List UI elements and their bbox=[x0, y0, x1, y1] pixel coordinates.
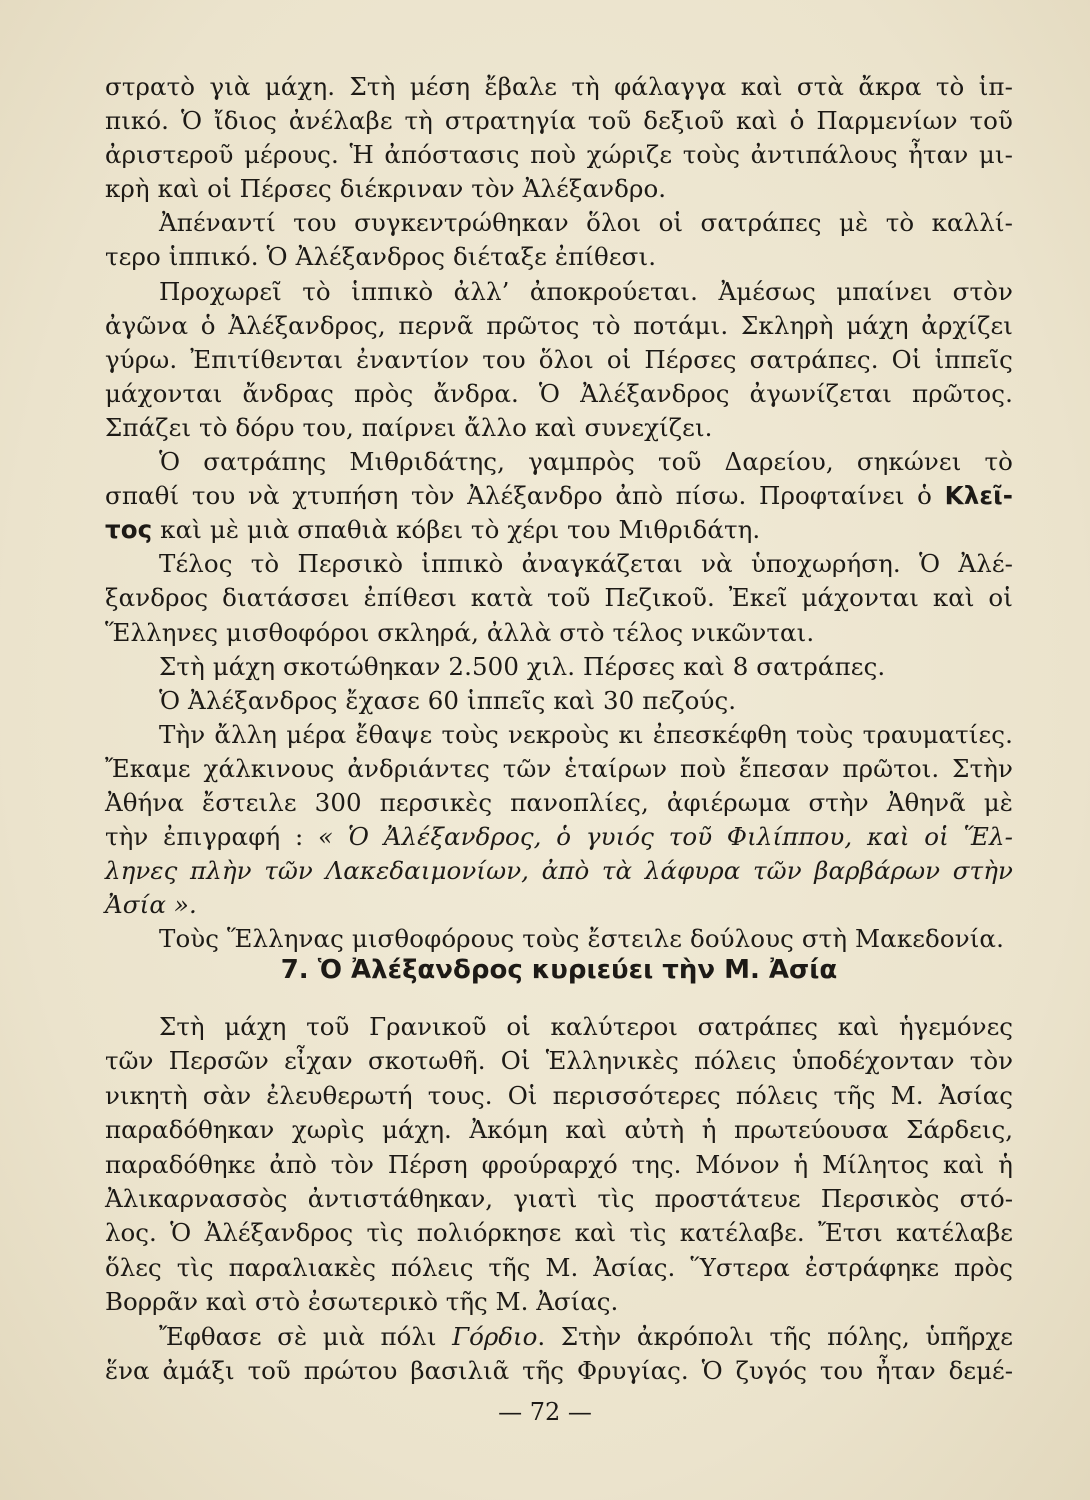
text-line: τερο ἱππικό. Ὁ Ἀλέξανδρος διέταξε ἐπίθεσι. bbox=[105, 242, 657, 272]
text-line: κρὴ καὶ οἱ Πέρσες διέκριναν τὸν Ἀλέξανδρο. bbox=[105, 174, 667, 204]
text-line: Στὴ μάχη τοῦ Γρανικοῦ οἱ καλύτεροι σατράπες καὶ ἡγεμόνες bbox=[159, 1012, 1013, 1041]
section-heading: 7. Ὁ Ἀλέξανδρος κυριεύει τὴν Μ. Ἀσία bbox=[280, 955, 838, 985]
text-line: Βορρᾶν καὶ στὸ ἐσωτερικὸ τῆς Μ. Ἀσίας. bbox=[105, 1287, 619, 1317]
text-line: Ἀπέναντί του συγκεντρώθηκαν ὅλοι οἱ σατράπες μὲ τὸ καλλί- bbox=[159, 208, 1013, 238]
paragraph-8 bbox=[105, 718, 1013, 923]
text-line bbox=[105, 854, 1013, 888]
paragraph-2 bbox=[105, 206, 1013, 274]
text-line: Ἔκαμε χάλκινους ἀνδριάντες τῶν ἑταίρων ποὺ ἔπεσαν πρῶτοι. Στὴν bbox=[105, 753, 1013, 783]
text-line: ἀγῶνα ὁ Ἀλέξανδρος, περνᾶ πρῶτος τὸ ποτάμι. Σκληρὴ μάχη ἀρχίζει bbox=[105, 310, 1013, 340]
text-line bbox=[105, 820, 1013, 854]
text-line: Προχωρεῖ τὸ ἱππικὸ ἀλλ’ ἀποκρούεται. Ἀμέσως μπαίνει στὸν bbox=[159, 276, 1013, 306]
name-klitos: Κλεῖ- bbox=[944, 481, 1014, 511]
text-line bbox=[105, 479, 1013, 513]
paragraph-11 bbox=[105, 1320, 1013, 1389]
text-line: Ὁ Ἀλέξανδρος ἔχασε 60 ἱππεῖς καὶ 30 πεζούς. bbox=[159, 685, 737, 715]
text-line: παραδόθηκε ἀπὸ τὸν Πέρση φρούραρχό της. Μόνον ἡ Μίλητος καὶ ἡ bbox=[105, 1149, 1013, 1179]
text-line: ἀριστεροῦ μέρους. Ἡ ἀπόστασις ποὺ χώριζε τοὺς ἀντιπάλους ἦταν μι- bbox=[105, 140, 1013, 170]
text-line: πικό. Ὁ ἴδιος ἀνέλαβε τὴ στρατηγία τοῦ δεξιοῦ καὶ ὁ Παρμενίων τοῦ bbox=[105, 106, 1013, 136]
paragraph-5 bbox=[105, 547, 1013, 649]
text-line: τῶν Περσῶν εἶχαν σκοτωθῆ. Οἱ Ἑλληνικὲς πόλεις ὑποδέχονταν τὸν bbox=[105, 1046, 1013, 1076]
paragraph-1 bbox=[105, 70, 1013, 206]
paragraph-6 bbox=[105, 650, 1013, 684]
text-run: Ἔφθασε σὲ μιὰ πόλι bbox=[159, 1321, 453, 1351]
text-line: παραδόθηκαν χωρὶς μάχη. Ἀκόμη καὶ αὐτὴ ἡ πρωτεύουσα Σάρδεις, bbox=[105, 1115, 1013, 1145]
text-line: Ἀθήνα ἔστειλε 300 περσικὲς πανοπλίες, ἀφιέρωμα στὴν Ἀθηνᾶ μὲ bbox=[105, 787, 1013, 817]
text-line: στρατὸ γιὰ μάχη. Στὴ μέση ἔβαλε τὴ φάλαγγα καὶ στὰ ἄκρα τὸ ἱπ- bbox=[105, 72, 1013, 101]
paragraph-7 bbox=[105, 684, 1013, 718]
text-run: σπαθί του νὰ χτυπήση τὸν Ἀλέξανδρο ἀπὸ πίσω. Προφταίνει ὁ bbox=[105, 481, 933, 511]
place-gordio: Γόρδιο bbox=[452, 1321, 538, 1351]
paragraph-3 bbox=[105, 275, 1013, 445]
name-klitos-cont: τος bbox=[105, 515, 153, 545]
text-line: Τοὺς Ἕλληνας μισθοφόρους τοὺς ἔστειλε δούλους στὴ Μακεδονία. bbox=[159, 924, 1004, 954]
text-line: Τὴν ἄλλη μέρα ἔθαψε τοὺς νεκροὺς κι ἐπεσκέφθη τοὺς τραυματίες. bbox=[159, 719, 1013, 749]
text-run: καὶ μὲ μιὰ σπαθιὰ κόβει τὸ χέρι του Μιθριδάτη. bbox=[152, 515, 761, 545]
body-text-lower bbox=[105, 1010, 1013, 1388]
text-line: ὅλες τὶς παραλιακὲς πόλεις τῆς Μ. Ἀσίας. Ὕστερα ἐστράφηκε πρὸς bbox=[105, 1252, 1013, 1282]
text-line: Ἕλληνες μισθοφόροι σκληρά, ἀλλὰ στὸ τέλος νικῶνται. bbox=[105, 617, 815, 647]
text-line: Ὁ σατράπης Μιθριδάτης, γαμπρὸς τοῦ Δαρείου, σηκώνει τὸ bbox=[159, 447, 1013, 477]
body-text-upper bbox=[105, 70, 1013, 956]
text-line: Τέλος τὸ Περσικὸ ἱππικὸ ἀναγκάζεται νὰ ὑποχωρήση. Ὁ Ἀλέ- bbox=[159, 549, 1013, 579]
text-line: Στὴ μάχη σκοτώθηκαν 2.500 χιλ. Πέρσες καὶ 8 σατράπες. bbox=[159, 651, 886, 681]
text-line: γύρω. Ἐπιτίθενται ἐναντίον του ὅλοι οἱ Πέρσες σατράπες. Οἱ ἱππεῖς bbox=[105, 344, 1013, 374]
page-number: — 72 — bbox=[498, 1398, 592, 1426]
text-line: ἕνα ἀμάξι τοῦ πρώτου βασιλιᾶ τῆς Φρυγίας. Ὁ ζυγός του ἦταν δεμέ- bbox=[105, 1356, 1013, 1386]
text-run: . Στὴν ἀκρόπολι τῆς πόλης, ὑπῆρχε bbox=[537, 1321, 1013, 1351]
text-line bbox=[105, 1320, 1013, 1354]
text-line: Ἀλικαρνασσὸς ἀντιστάθηκαν, γιατὶ τὶς προστάτευε Περσικὸς στό- bbox=[105, 1184, 1013, 1214]
inscription-text: ληνες πλὴν τῶν Λακεδαιμονίων, ἀπὸ τὰ λάφυρα τῶν βαρβάρων στὴν bbox=[105, 856, 1013, 886]
paragraph-10 bbox=[105, 1010, 1013, 1320]
text-line: μάχονται ἄνδρας πρὸς ἄνδρα. Ὁ Ἀλέξανδρος ἀγωνίζεται πρῶτος. bbox=[105, 378, 1013, 408]
text-line: ξανδρος διατάσσει ἐπίθεσι κατὰ τοῦ Πεζικοῦ. Ἐκεῖ μάχονται καὶ οἱ bbox=[105, 583, 1013, 613]
inscription-text: « Ὁ Ἀλέξανδρος, ὁ γυιός τοῦ Φιλίππου, καὶ οἱ Ἕλ- bbox=[318, 822, 1013, 852]
paragraph-4 bbox=[105, 445, 1013, 547]
text-run: τὴν ἐπιγραφή : bbox=[105, 822, 319, 852]
inscription-text: Ἀσία ». bbox=[105, 890, 197, 920]
text-line bbox=[105, 888, 1013, 922]
text-line: λος. Ὁ Ἀλέξανδρος τὶς πολιόρκησε καὶ τὶς κατέλαβε. Ἔτσι κατέλαβε bbox=[105, 1218, 1013, 1248]
text-line bbox=[105, 513, 1013, 547]
text-line: νικητὴ σὰν ἐλευθερωτή τους. Οἱ περισσότερες πόλεις τῆς Μ. Ἀσίας bbox=[105, 1080, 1013, 1110]
text-line: Σπάζει τὸ δόρυ του, παίρνει ἄλλο καὶ συνεχίζει. bbox=[105, 412, 713, 442]
